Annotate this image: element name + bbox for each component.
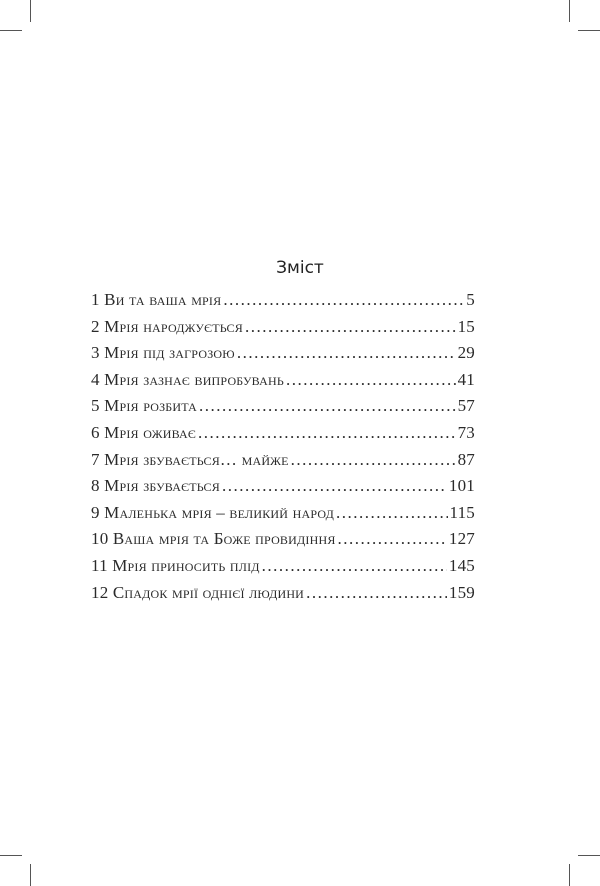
crop-mark [0,855,22,856]
toc-title: Зміст [276,258,324,278]
crop-mark [30,0,31,22]
toc-entry-page: 5 [466,290,475,309]
toc-entry-page: 127 [448,529,475,549]
toc-entry-label: 11 Мрія приносить плід [91,555,260,575]
toc-entry[interactable] [91,583,475,610]
toc-entry[interactable] [91,396,475,423]
toc-entry-label: 2 Мрія народжується [91,316,243,336]
toc-entry-label: 1 Ви та ваша мрія [91,290,222,309]
dot-leader [245,317,456,337]
table-of-contents [91,290,475,609]
toc-entry[interactable] [91,370,475,397]
toc-entry[interactable] [91,317,475,344]
toc-entry[interactable] [91,343,475,370]
toc-entry-page: 159 [448,582,475,602]
crop-mark [30,864,31,886]
dot-leader [338,529,447,549]
toc-entry-page: 115 [449,502,475,522]
dot-leader [198,423,456,443]
toc-entry-page: 87 [457,449,475,469]
toc-entry[interactable] [91,503,475,530]
dot-leader [336,503,448,523]
dot-leader [286,370,456,390]
dot-leader [222,476,447,496]
toc-entry-label: 6 Мрія оживає [91,422,197,442]
dot-leader [291,450,456,470]
crop-mark [0,30,22,31]
dot-leader [306,583,447,603]
toc-entry-page: 101 [448,476,475,496]
toc-entry-label: 7 Мрія збувається… майже [91,449,289,469]
toc-entry-label: 10 Ваша мрія та Боже провидіння [91,529,336,549]
dot-leader [262,556,447,576]
toc-entry-page: 57 [457,396,475,416]
toc-entry[interactable] [91,476,475,503]
dot-leader [199,396,456,416]
toc-entry-page: 41 [457,369,475,389]
toc-entry[interactable] [91,290,475,317]
toc-entry[interactable] [91,450,475,477]
toc-entry-label: 5 Мрія розбита [91,396,198,416]
toc-entry-page: 29 [457,343,475,363]
toc-entry[interactable] [91,529,475,556]
dot-leader [237,343,456,363]
toc-entry-label: 3 Мрія під загрозою [91,343,235,363]
toc-entry-label: 12 Спадок мрії однієї людини [91,582,305,602]
toc-entry-page: 145 [448,555,475,575]
toc-entry[interactable] [91,423,475,450]
toc-entry[interactable] [91,556,475,583]
toc-entry-page: 73 [457,422,475,442]
crop-mark [569,0,570,22]
crop-mark [578,30,600,31]
toc-entry-page: 15 [457,316,475,336]
crop-mark [569,864,570,886]
toc-entry-label: 9 Маленька мрія – великий народ [91,502,334,522]
toc-entry-label: 4 Мрія зазнає випробувань [91,369,284,389]
crop-mark [578,855,600,856]
toc-entry-label: 8 Мрія збувається [91,476,220,496]
dot-leader [223,290,464,310]
